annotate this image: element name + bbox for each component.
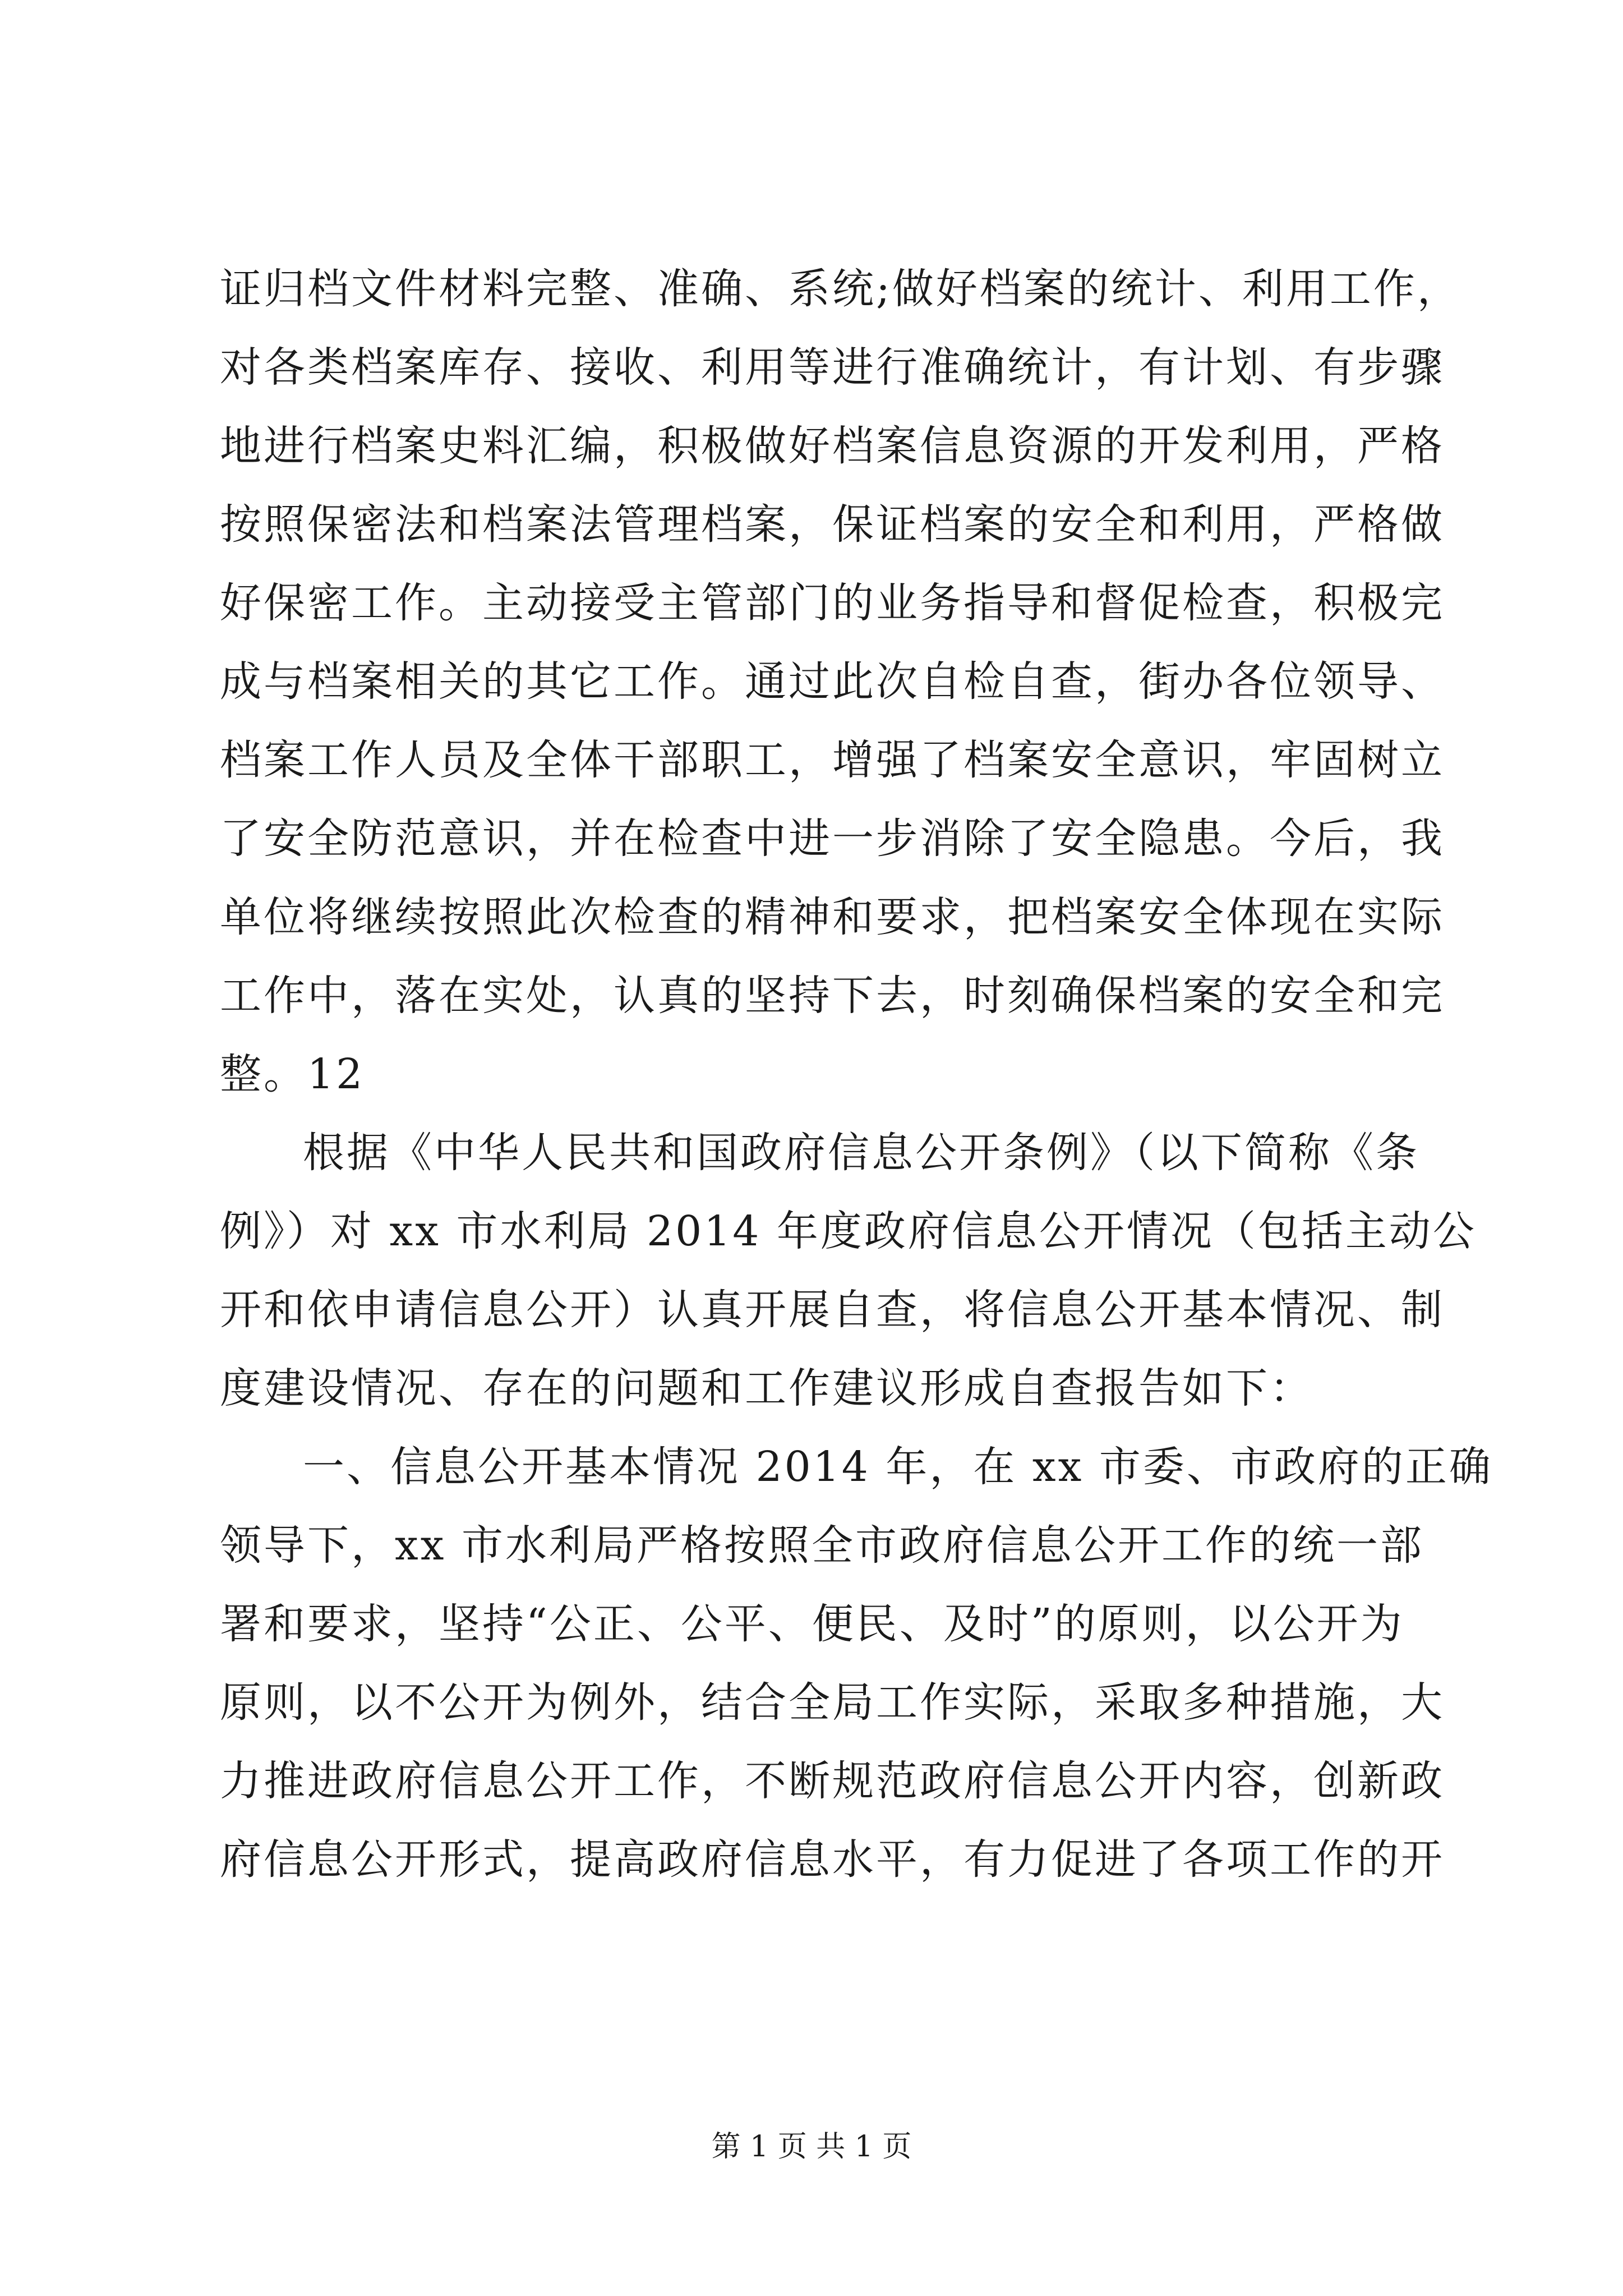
text-line: 成与档案相关的其它工作。通过此次自检自查，街办各位领导、 [220,657,1445,706]
text-line: 度建设情况、存在的问题和工作建议形成自查报告如下： [220,1364,1313,1412]
paragraph-first-line: 一、信息公开基本情况 2014 年，在 xx 市委、市政府的正确 [303,1443,1493,1491]
text-line: 原则，以不公开为例外，结合全局工作实际，采取多种措施，大 [220,1678,1445,1727]
text-line: 力推进政府信息公开工作，不断规范政府信息公开内容，创新政 [220,1757,1445,1805]
document-body [220,250,1493,1899]
text-line: 整。12 [220,1050,365,1098]
text-line: 按照保密法和档案法管理档案，保证档案的安全和利用，严格做 [220,500,1445,549]
text-line: 工作中，落在实处，认真的坚持下去，时刻确保档案的安全和完 [220,972,1445,1020]
text-line: 领导下，xx 市水利局严格按照全市政府信息公开工作的统一部 [220,1521,1424,1570]
text-line: 单位将继续按照此次检查的精神和要求，把档案安全体现在实际 [220,893,1445,941]
text-line: 了安全防范意识，并在检查中进一步消除了安全隐患。今后，我 [220,815,1445,863]
text-line: 档案工作人员及全体干部职工，增强了档案安全意识，牢固树立 [220,736,1445,784]
text-line: 地进行档案史料汇编，积极做好档案信息资源的开发利用，严格 [220,422,1445,470]
text-line: 对各类档案库存、接收、利用等进行准确统计，有计划、有步骤 [220,343,1445,392]
text-line: 署和要求，坚持“公正、公平、便民、及时”的原则，以公开为 [220,1600,1404,1648]
text-line: 好保密工作。主动接受主管部门的业务指导和督促检查，积极完 [220,579,1445,627]
text-line: 例》）对 xx 市水利局 2014 年度政府信息公开情况（包括主动公 [220,1207,1477,1255]
paragraph-first-line: 根据《中华人民共和国政府信息公开条例》（以下简称《条 [303,1129,1419,1177]
page-number-footer: 第 1 页 共 1 页 [711,2130,912,2164]
text-line: 府信息公开形式，提高政府信息水平，有力促进了各项工作的开 [220,1835,1445,1884]
text-line: 开和依申请信息公开）认真开展自查，将信息公开基本情况、制 [220,1286,1445,1334]
text-line: 证归档文件材料完整、准确、系统;做好档案的统计、利用工作， [220,265,1461,313]
